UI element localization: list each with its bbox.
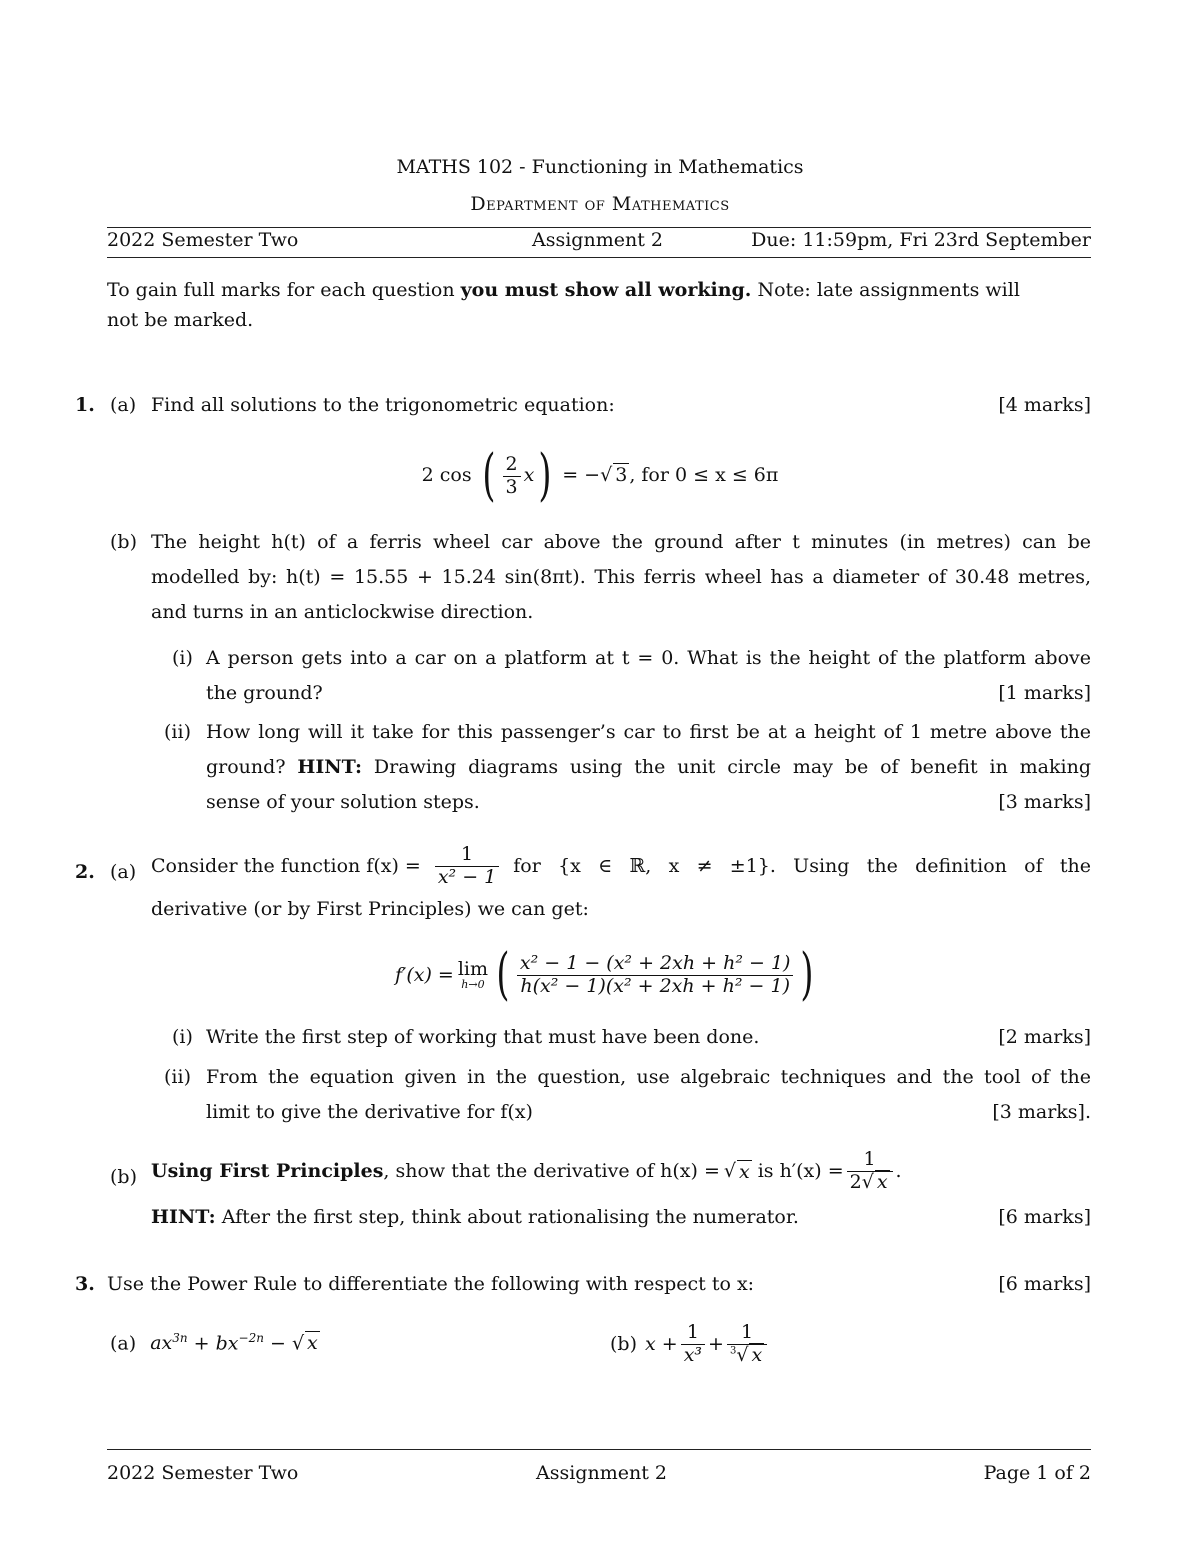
q1a-label: (a)	[110, 394, 137, 416]
course-title: MATHS 102 - Functioning in Mathematics	[396, 156, 804, 178]
footer-page-number: Page 1 of 2	[983, 1462, 1091, 1484]
q3-number: 3.	[75, 1273, 95, 1295]
q2b-label: (b)	[110, 1166, 137, 1188]
q1bii-line1: How long will it take for this passenger’s car to first be at a height of 1 metre above the	[206, 721, 1091, 743]
q2aii-label: (ii)	[164, 1066, 191, 1088]
q2a-label: (a)	[110, 861, 137, 883]
q1b-line2: modelled by: h(t) = 15.55 + 15.24 sin(8πt). This ferris wheel has a diameter of 30.48 metres,	[151, 566, 1091, 588]
q1bii-line2: ground? HINT: Drawing diagrams using the unit circle may be of benefit in making	[206, 756, 1092, 778]
q2a-line2: derivative (or by First Principles) we can get:	[151, 898, 589, 920]
intro-line2: not be marked.	[107, 309, 254, 331]
q2b-marks: [6 marks]	[998, 1206, 1091, 1228]
footer-rule	[107, 1449, 1091, 1450]
q1bi-line1: A person gets into a car on a platform at t = 0. What is the height of the platform above	[206, 647, 1091, 669]
q2b-hint: HINT: After the first step, think about rationalising the numerator.	[151, 1206, 799, 1228]
q1bii-label: (ii)	[164, 721, 191, 743]
header-due: Due: 11:59pm, Fri 23rd September	[751, 229, 1091, 251]
footer-assignment: Assignment 2	[536, 1462, 667, 1484]
q1bii-line3: sense of your solution steps.	[206, 791, 480, 813]
q1a-equation: 2 cos ( $\frac{2}{3}$ x) = −√ 3 , for 0 ≤ x ≤ 6π	[421, 443, 779, 508]
department-title: Department of Mathematics	[470, 193, 730, 215]
intro-line1: To gain full marks for each question you must show all working. Note: late assignments will	[107, 279, 1020, 301]
q1bi-label: (i)	[172, 647, 193, 669]
header-assignment: Assignment 2	[532, 229, 663, 251]
q2ai-marks: [2 marks]	[998, 1026, 1091, 1048]
q2b-line1: Using First Principles , show that the derivative of h(x) = √ x is h′(x) = $\frac{1}{2√ x}$ .	[151, 1148, 902, 1193]
q1b-label: (b)	[110, 531, 137, 553]
header-rule-bottom	[107, 257, 1091, 258]
q2ai-text: Write the first step of working that must have been done.	[206, 1026, 760, 1048]
q3a: (a) $ax^{3n} + bx^{-2n}$ − √ x	[110, 1331, 318, 1355]
q3b: (b) x + $\frac{1}{\text{x³}}$ + $\frac{1}{^3√ x}$	[610, 1323, 770, 1366]
q2ai-label: (i)	[172, 1026, 193, 1048]
q2a-line1: Consider the function f(x) = $\frac{1}{\text{x² − 1}}$ for {x ∈ ℝ, x ≠ ±1}. Using the definition of the	[151, 843, 1091, 888]
q1b-line3: and turns in an anticlockwise direction.	[151, 601, 534, 623]
q1bi-line2: the ground?	[206, 682, 323, 704]
q1-number: 1.	[75, 394, 95, 416]
q2-number: 2.	[75, 861, 95, 883]
q2aii-marks: [3 marks].	[992, 1101, 1091, 1123]
q1b-line1: The height h(t) of a ferris wheel car above the ground after t minutes (in metres) can be	[151, 531, 1091, 553]
q2a-limit-equation: f′(x) = lim h→0 ( $\frac{\text{x² − 1 − (x² + 2xh + h² − 1)}}{\text{h(x² − 1)(x² + 2xh + h² − 1)}}$ )	[395, 942, 814, 1007]
q3-text: Use the Power Rule to differentiate the following with respect to x:	[107, 1273, 755, 1295]
q3-marks: [6 marks]	[998, 1273, 1091, 1295]
header-semester: 2022 Semester Two	[107, 229, 299, 251]
q1a-text: Find all solutions to the trigonometric equation:	[151, 394, 615, 416]
q2aii-line2: limit to give the derivative for f(x)	[206, 1101, 533, 1123]
q1bii-marks: [3 marks]	[998, 791, 1091, 813]
q2aii-line1: From the equation given in the question, use algebraic techniques and the tool of the	[206, 1066, 1091, 1088]
footer-semester: 2022 Semester Two	[107, 1462, 299, 1484]
header-rule-top	[107, 227, 1091, 228]
q1bi-marks: [1 marks]	[998, 682, 1091, 704]
q1a-marks: [4 marks]	[998, 394, 1091, 416]
